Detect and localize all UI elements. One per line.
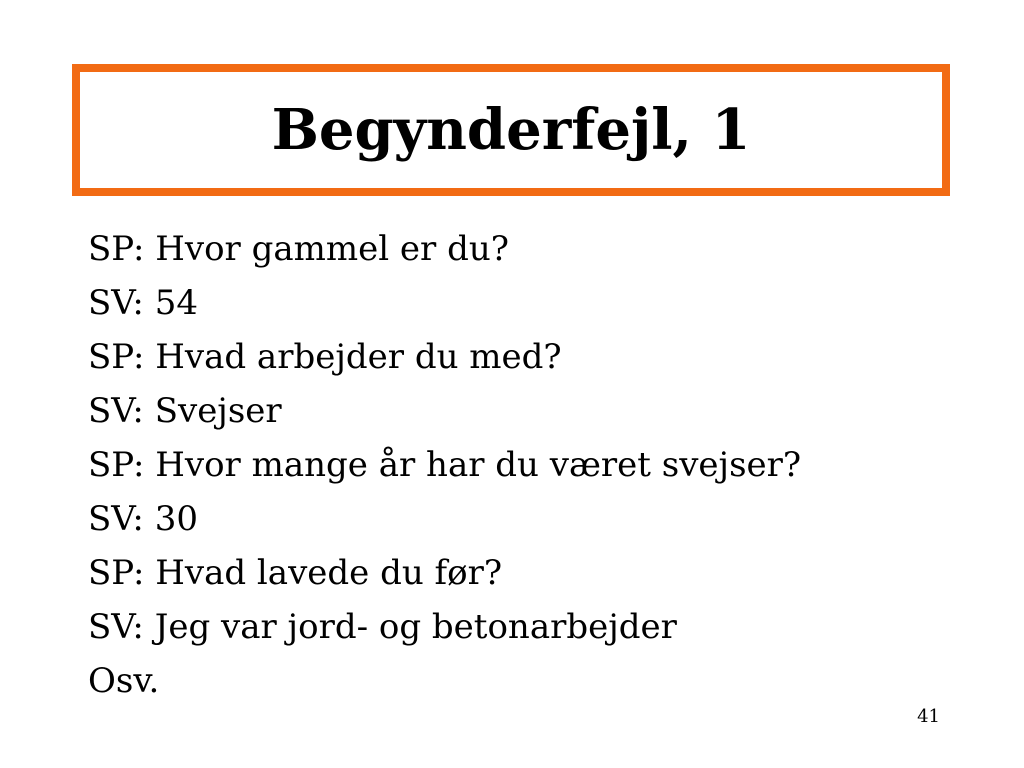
- dialogue-line: SP: Hvor gammel er du?: [88, 229, 509, 269]
- page-number: 41: [917, 706, 940, 727]
- dialogue-line: SV: Svejser: [88, 391, 282, 431]
- slide-title: Begynderfejl, 1: [271, 97, 751, 163]
- dialogue-line: SV: 54: [88, 283, 198, 323]
- dialogue-line: SP: Hvad arbejder du med?: [88, 337, 562, 377]
- dialogue-line: SV: 30: [88, 499, 198, 539]
- dialogue-line: SP: Hvad lavede du før?: [88, 553, 503, 593]
- dialogue-list: [88, 222, 948, 708]
- dialogue-line: SV: Jeg var jord- og betonarbejder: [88, 607, 677, 647]
- title-box: [72, 64, 950, 196]
- dialogue-line: SP: Hvor mange år har du været svejser?: [88, 445, 802, 485]
- dialogue-line: Osv.: [88, 661, 160, 701]
